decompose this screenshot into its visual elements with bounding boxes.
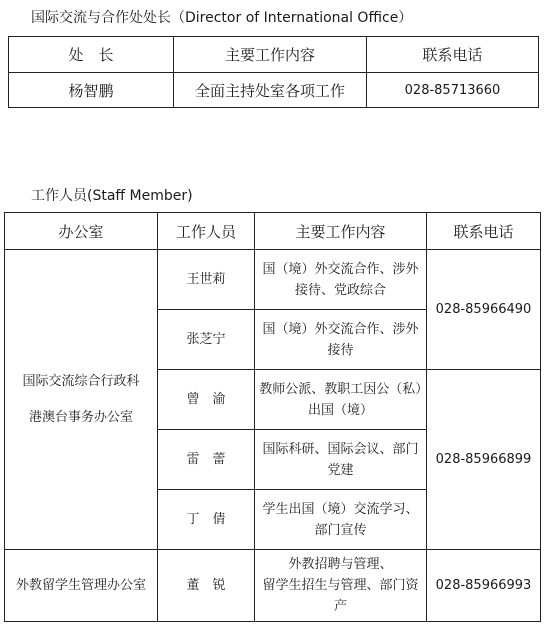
staff-phone: 028-85966993 [427,550,541,622]
header-phone: 联系电话 [367,37,539,73]
director-duty: 全面主持处室各项工作 [174,73,367,108]
staff-duty: 学生出国（境）交流学习、部门宣传 [255,490,427,550]
header-main-duties: 主要工作内容 [255,213,427,250]
staff-duty-line: 外教招聘与管理、 [288,557,393,572]
staff-duty: 国际科研、国际会议、部门党建 [255,430,427,490]
table-row [5,250,541,310]
header-staff: 工作人员 [158,213,255,250]
staff-phone: 028-85966490 [427,250,541,370]
staff-name: 王世莉 [158,250,255,310]
director-table [8,36,539,108]
staff-name: 董 锐 [158,550,255,622]
header-office: 办公室 [5,213,158,250]
header-director: 处 长 [9,37,174,73]
director-phone: 028-85713660 [367,73,539,108]
header-main-duties: 主要工作内容 [174,37,367,73]
staff-name: 张芝宁 [158,310,255,370]
table-header-row [9,37,539,73]
staff-section-title: 工作人员(Staff Member) [31,188,193,204]
staff-name: 丁 倩 [158,490,255,550]
header-phone: 联系电话 [427,213,541,250]
staff-duty: 国（境）外交流合作、涉外接待、党政综合 [255,250,427,310]
staff-name: 曾 渝 [158,370,255,430]
staff-duty: 教师公派、教职工因公（私）出国（境） [255,370,427,430]
staff-duty: 国（境）外交流合作、涉外接待 [255,310,427,370]
staff-phone: 028-85966899 [427,370,541,550]
staff-table [4,212,541,622]
office-name-line: 港澳台事务办公室 [28,409,133,425]
director-name: 杨智鹏 [9,73,174,108]
office-cell-admin [5,250,158,550]
office-cell-foreign: 外教留学生管理办公室 [5,550,158,622]
staff-duty [255,550,427,622]
table-row [5,550,541,622]
director-section-title: 国际交流与合作处处长（Director of International Office） [31,10,413,26]
staff-duty-line: 留学生招生与管理、部门资产 [262,578,419,614]
staff-name: 雷 蕾 [158,430,255,490]
office-name-line: 国际交流综合行政科 [22,373,140,389]
table-header-row [5,213,541,250]
table-row [9,73,539,108]
